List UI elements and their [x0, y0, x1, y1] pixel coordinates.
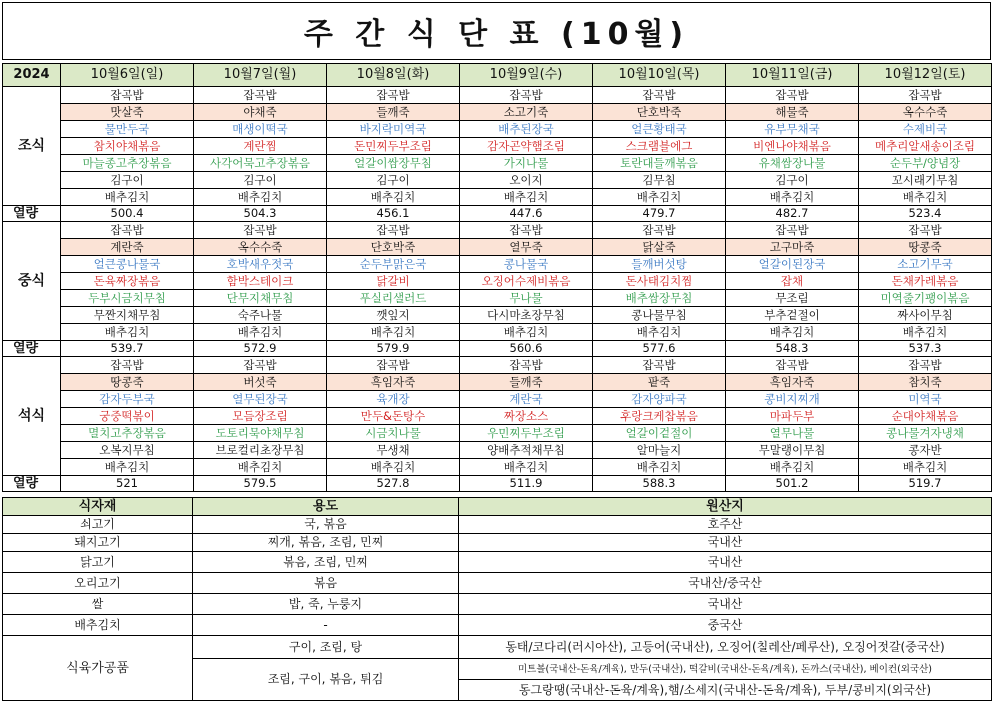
menu-item: 잡곡밥: [327, 222, 460, 239]
menu-item: 배추김치: [460, 324, 593, 341]
menu-item: 김구이: [61, 172, 194, 189]
calorie-row: [3, 476, 992, 492]
menu-item: 고구마죽: [726, 239, 859, 256]
menu-row: [3, 273, 992, 290]
menu-item: 꼬시래기무침: [859, 172, 992, 189]
menu-item: 잡곡밥: [327, 87, 460, 104]
calorie-value: 447.6: [460, 206, 593, 222]
menu-item: 얼큰콩나물국: [61, 256, 194, 273]
calorie-value: 548.3: [726, 341, 859, 357]
menu-item: 순두부맑은국: [327, 256, 460, 273]
origin-origin: 동그랑땡(국내산-돈육/계육),햄/소세지(국내산-돈육/계육), 두부/콩비지(외국산): [459, 680, 992, 701]
origin-row: [3, 534, 992, 552]
menu-item: 들깨버섯탕: [593, 256, 726, 273]
origin-use: -: [193, 615, 459, 636]
calorie-value: 560.6: [460, 341, 593, 357]
menu-row: [3, 459, 992, 476]
menu-item: 다시마초장무침: [460, 307, 593, 324]
menu-row: [3, 408, 992, 425]
menu-item: 무말랭이무침: [726, 442, 859, 459]
year-cell: 2024: [3, 64, 61, 87]
origin-item: 식육가공품: [3, 636, 193, 701]
menu-item: 잡채: [726, 273, 859, 290]
menu-item: 토란대들깨볶음: [593, 155, 726, 172]
origin-origin: 국내산: [459, 534, 992, 552]
menu-item: 감자곤약햄조림: [460, 138, 593, 155]
origin-use: 조림, 구이, 볶음, 튀김: [193, 659, 459, 701]
menu-item: 얼갈이된장국: [726, 256, 859, 273]
menu-item: 배추김치: [194, 324, 327, 341]
menu-item: 돈사태김치찜: [593, 273, 726, 290]
menu-item: 잡곡밥: [61, 87, 194, 104]
menu-item: 잡곡밥: [726, 87, 859, 104]
menu-item: 흑임자죽: [726, 374, 859, 391]
menu-item: 배추김치: [859, 324, 992, 341]
menu-item: 배추된장국: [460, 121, 593, 138]
menu-item: 콩나물겨자냉채: [859, 425, 992, 442]
menu-item: 계란죽: [61, 239, 194, 256]
menu-item: 육개장: [327, 391, 460, 408]
calorie-row: [3, 341, 992, 357]
menu-item: 들깨죽: [327, 104, 460, 121]
origin-use: 밥, 죽, 누룽지: [193, 594, 459, 615]
menu-item: 잡곡밥: [726, 222, 859, 239]
menu-item: 알마늘지: [593, 442, 726, 459]
menu-item: 얼갈이겉절이: [593, 425, 726, 442]
menu-item: 배추김치: [327, 189, 460, 206]
calorie-value: 521: [61, 476, 194, 492]
menu-item: 함박스테이크: [194, 273, 327, 290]
menu-item: 김무침: [593, 172, 726, 189]
menu-item: 땅콩죽: [859, 239, 992, 256]
menu-item: 궁중떡볶이: [61, 408, 194, 425]
menu-item: 짜장소스: [460, 408, 593, 425]
menu-item: 얼갈이쌈장무침: [327, 155, 460, 172]
menu-item: 김구이: [726, 172, 859, 189]
menu-item: 배추김치: [61, 189, 194, 206]
menu-item: 사각어묵고추장볶음: [194, 155, 327, 172]
menu-item: 비엔나야채볶음: [726, 138, 859, 155]
menu-item: 멸치고추장볶음: [61, 425, 194, 442]
origin-origin: 중국산: [459, 615, 992, 636]
menu-item: 물만두국: [61, 121, 194, 138]
menu-item: 잡곡밥: [194, 222, 327, 239]
calorie-value: 501.2: [726, 476, 859, 492]
menu-item: 참치야채볶음: [61, 138, 194, 155]
menu-item: 우민찌두부조림: [460, 425, 593, 442]
menu-item: 감자양파국: [593, 391, 726, 408]
menu-item: 옥수수죽: [859, 104, 992, 121]
menu-item: 배추김치: [593, 459, 726, 476]
menu-item: 소고기죽: [460, 104, 593, 121]
menu-item: 버섯죽: [194, 374, 327, 391]
origin-use: 볶음: [193, 573, 459, 594]
menu-item: 열무나물: [726, 425, 859, 442]
origin-item: 쇠고기: [3, 516, 193, 534]
menu-item: 오이지: [460, 172, 593, 189]
menu-row: [3, 307, 992, 324]
menu-row: [3, 104, 992, 121]
menu-item: 잡곡밥: [194, 87, 327, 104]
calorie-value: 511.9: [460, 476, 593, 492]
menu-item: 잡곡밥: [61, 222, 194, 239]
menu-item: 미역국: [859, 391, 992, 408]
menu-item: 잡곡밥: [859, 87, 992, 104]
menu-item: 순대야채볶음: [859, 408, 992, 425]
menu-item: 브로컬리초장무침: [194, 442, 327, 459]
origin-use: 국, 볶음: [193, 516, 459, 534]
weekly-menu-table: [2, 63, 992, 492]
menu-row: [3, 324, 992, 341]
menu-item: 무조림: [726, 290, 859, 307]
menu-row: [3, 121, 992, 138]
menu-item: 도토리묵야채무침: [194, 425, 327, 442]
menu-item: 팥죽: [593, 374, 726, 391]
calorie-label: 열량: [3, 206, 61, 222]
menu-item: 만두&돈탕수: [327, 408, 460, 425]
menu-item: 배추김치: [460, 459, 593, 476]
menu-item: 잡곡밥: [61, 357, 194, 374]
origin-item: 쌀: [3, 594, 193, 615]
menu-item: 김구이: [194, 172, 327, 189]
day-header: 10월12일(토): [859, 64, 992, 87]
calorie-row: [3, 206, 992, 222]
menu-item: 닭갈비: [327, 273, 460, 290]
menu-item: 매생이떡국: [194, 121, 327, 138]
calorie-value: 500.4: [61, 206, 194, 222]
menu-item: 오징어수제비볶음: [460, 273, 593, 290]
menu-item: 두부시금치무침: [61, 290, 194, 307]
menu-item: 배추김치: [593, 324, 726, 341]
origin-item: 오리고기: [3, 573, 193, 594]
origin-header: 용도: [193, 498, 459, 516]
menu-item: 김구이: [327, 172, 460, 189]
menu-item: 콩나물국: [460, 256, 593, 273]
page-title: 주 간 식 단 표 (10월): [2, 2, 991, 60]
menu-item: 푸실리샐러드: [327, 290, 460, 307]
menu-item: 바지락미역국: [327, 121, 460, 138]
menu-row: [3, 87, 992, 104]
calorie-value: 479.7: [593, 206, 726, 222]
menu-item: 콩자반: [859, 442, 992, 459]
menu-item: 계란국: [460, 391, 593, 408]
origin-origin: 미트볼(국내산-돈육/계육), 만두(국내산), 떡갈비(국내산-돈육/계육), 돈까스(국내산), 베이컨(외국산): [459, 659, 992, 680]
menu-row: [3, 374, 992, 391]
day-header: 10월7일(월): [194, 64, 327, 87]
menu-item: 잡곡밥: [460, 357, 593, 374]
menu-item: 배추김치: [194, 189, 327, 206]
origin-item: 돼지고기: [3, 534, 193, 552]
menu-item: 호박새우젓국: [194, 256, 327, 273]
origin-use: 찌개, 볶음, 조림, 민찌: [193, 534, 459, 552]
meal-label: 석식: [3, 357, 61, 476]
menu-item: 마늘종고추장볶음: [61, 155, 194, 172]
origin-header-row: [3, 498, 992, 516]
menu-item: 배추김치: [859, 189, 992, 206]
origin-use: 구이, 조림, 탕: [193, 636, 459, 659]
menu-item: 수제비국: [859, 121, 992, 138]
menu-item: 잡곡밥: [194, 357, 327, 374]
calorie-value: 537.3: [859, 341, 992, 357]
origin-row: [3, 573, 992, 594]
menu-item: 배추김치: [859, 459, 992, 476]
menu-item: 열무죽: [460, 239, 593, 256]
menu-item: 맛살죽: [61, 104, 194, 121]
origin-header: 식자재: [3, 498, 193, 516]
menu-item: 배추김치: [61, 459, 194, 476]
menu-item: 들깨죽: [460, 374, 593, 391]
origin-row: [3, 594, 992, 615]
calorie-value: 579.9: [327, 341, 460, 357]
calorie-value: 579.5: [194, 476, 327, 492]
origin-use: 볶음, 조림, 민찌: [193, 552, 459, 573]
menu-item: 배추김치: [726, 324, 859, 341]
menu-item: 땅콩죽: [61, 374, 194, 391]
day-header: 10월9일(수): [460, 64, 593, 87]
menu-item: 무짠지채무침: [61, 307, 194, 324]
menu-row: [3, 155, 992, 172]
origin-row: [3, 552, 992, 573]
menu-item: 해물죽: [726, 104, 859, 121]
menu-item: 단무지채무침: [194, 290, 327, 307]
calorie-value: 456.1: [327, 206, 460, 222]
menu-item: 배추김치: [194, 459, 327, 476]
origin-origin: 국내산: [459, 594, 992, 615]
menu-item: 참치죽: [859, 374, 992, 391]
menu-item: 순두부/양념장: [859, 155, 992, 172]
origin-table: [2, 497, 992, 701]
menu-item: 깻잎지: [327, 307, 460, 324]
origin-header: 원산지: [459, 498, 992, 516]
menu-row: [3, 189, 992, 206]
menu-row: [3, 357, 992, 374]
menu-item: 단호박죽: [593, 104, 726, 121]
menu-item: 잡곡밥: [859, 357, 992, 374]
menu-item: 옥수수죽: [194, 239, 327, 256]
menu-item: 가지나물: [460, 155, 593, 172]
meal-label: 조식: [3, 87, 61, 206]
calorie-value: 588.3: [593, 476, 726, 492]
menu-item: 후랑크케찹볶음: [593, 408, 726, 425]
menu-row: [3, 239, 992, 256]
menu-item: 콩비지찌개: [726, 391, 859, 408]
calorie-value: 519.7: [859, 476, 992, 492]
menu-row: [3, 442, 992, 459]
menu-item: 미역줄기팽이볶음: [859, 290, 992, 307]
day-header-row: [3, 64, 992, 87]
menu-item: 배추김치: [593, 189, 726, 206]
menu-item: 모듬장조림: [194, 408, 327, 425]
menu-item: 부추겉절이: [726, 307, 859, 324]
calorie-value: 572.9: [194, 341, 327, 357]
menu-row: [3, 222, 992, 239]
menu-item: 배추김치: [327, 459, 460, 476]
calorie-value: 482.7: [726, 206, 859, 222]
menu-item: 잡곡밥: [460, 222, 593, 239]
menu-item: 야채죽: [194, 104, 327, 121]
menu-item: 양배추적채무침: [460, 442, 593, 459]
menu-item: 잡곡밥: [859, 222, 992, 239]
menu-item: 잡곡밥: [593, 222, 726, 239]
menu-item: 잡곡밥: [593, 357, 726, 374]
origin-row: [3, 636, 992, 659]
calorie-value: 539.7: [61, 341, 194, 357]
menu-item: 배추쌈장무침: [593, 290, 726, 307]
origin-origin: 호주산: [459, 516, 992, 534]
origin-row: [3, 516, 992, 534]
menu-item: 단호박죽: [327, 239, 460, 256]
day-header: 10월11일(금): [726, 64, 859, 87]
menu-item: 마파두부: [726, 408, 859, 425]
menu-row: [3, 425, 992, 442]
menu-item: 짜사이무침: [859, 307, 992, 324]
meal-label: 중식: [3, 222, 61, 341]
menu-item: 유채쌈장나물: [726, 155, 859, 172]
menu-item: 유부무채국: [726, 121, 859, 138]
menu-item: 잡곡밥: [327, 357, 460, 374]
calorie-value: 504.3: [194, 206, 327, 222]
menu-item: 소고기무국: [859, 256, 992, 273]
day-header: 10월6일(일): [61, 64, 194, 87]
calorie-label: 열량: [3, 341, 61, 357]
day-header: 10월10일(목): [593, 64, 726, 87]
menu-item: 열무된장국: [194, 391, 327, 408]
origin-origin: 동태/코다리(러시아산), 고등어(국내산), 오징어(칠레산/페루산), 오징어젓갈(중국산): [459, 636, 992, 659]
menu-item: 감자두부국: [61, 391, 194, 408]
menu-item: 잡곡밥: [726, 357, 859, 374]
menu-item: 배추김치: [726, 459, 859, 476]
menu-item: 무생채: [327, 442, 460, 459]
menu-item: 닭살죽: [593, 239, 726, 256]
menu-item: 오복지무침: [61, 442, 194, 459]
menu-row: [3, 138, 992, 155]
menu-item: 배추김치: [460, 189, 593, 206]
menu-item: 돈육짜장볶음: [61, 273, 194, 290]
menu-row: [3, 256, 992, 273]
menu-item: 배추김치: [61, 324, 194, 341]
origin-origin: 국내산/중국산: [459, 573, 992, 594]
menu-item: 스크램블에그: [593, 138, 726, 155]
menu-item: 배추김치: [327, 324, 460, 341]
calorie-value: 523.4: [859, 206, 992, 222]
menu-item: 계란찜: [194, 138, 327, 155]
day-header: 10월8일(화): [327, 64, 460, 87]
menu-row: [3, 391, 992, 408]
menu-item: 숙주나물: [194, 307, 327, 324]
menu-row: [3, 172, 992, 189]
calorie-label: 열량: [3, 476, 61, 492]
menu-item: 시금치나물: [327, 425, 460, 442]
menu-item: 돈민찌두부조림: [327, 138, 460, 155]
menu-item: 콩나물무침: [593, 307, 726, 324]
menu-item: 메추리알새송이조림: [859, 138, 992, 155]
menu-item: 흑임자죽: [327, 374, 460, 391]
menu-item: 잡곡밥: [593, 87, 726, 104]
menu-item: 무나물: [460, 290, 593, 307]
menu-row: [3, 290, 992, 307]
origin-row: [3, 615, 992, 636]
origin-origin: 국내산: [459, 552, 992, 573]
menu-item: 배추김치: [726, 189, 859, 206]
origin-item: 배추김치: [3, 615, 193, 636]
menu-item: 얼큰황태국: [593, 121, 726, 138]
calorie-value: 577.6: [593, 341, 726, 357]
calorie-value: 527.8: [327, 476, 460, 492]
origin-item: 닭고기: [3, 552, 193, 573]
menu-item: 잡곡밥: [460, 87, 593, 104]
menu-item: 돈채카레볶음: [859, 273, 992, 290]
